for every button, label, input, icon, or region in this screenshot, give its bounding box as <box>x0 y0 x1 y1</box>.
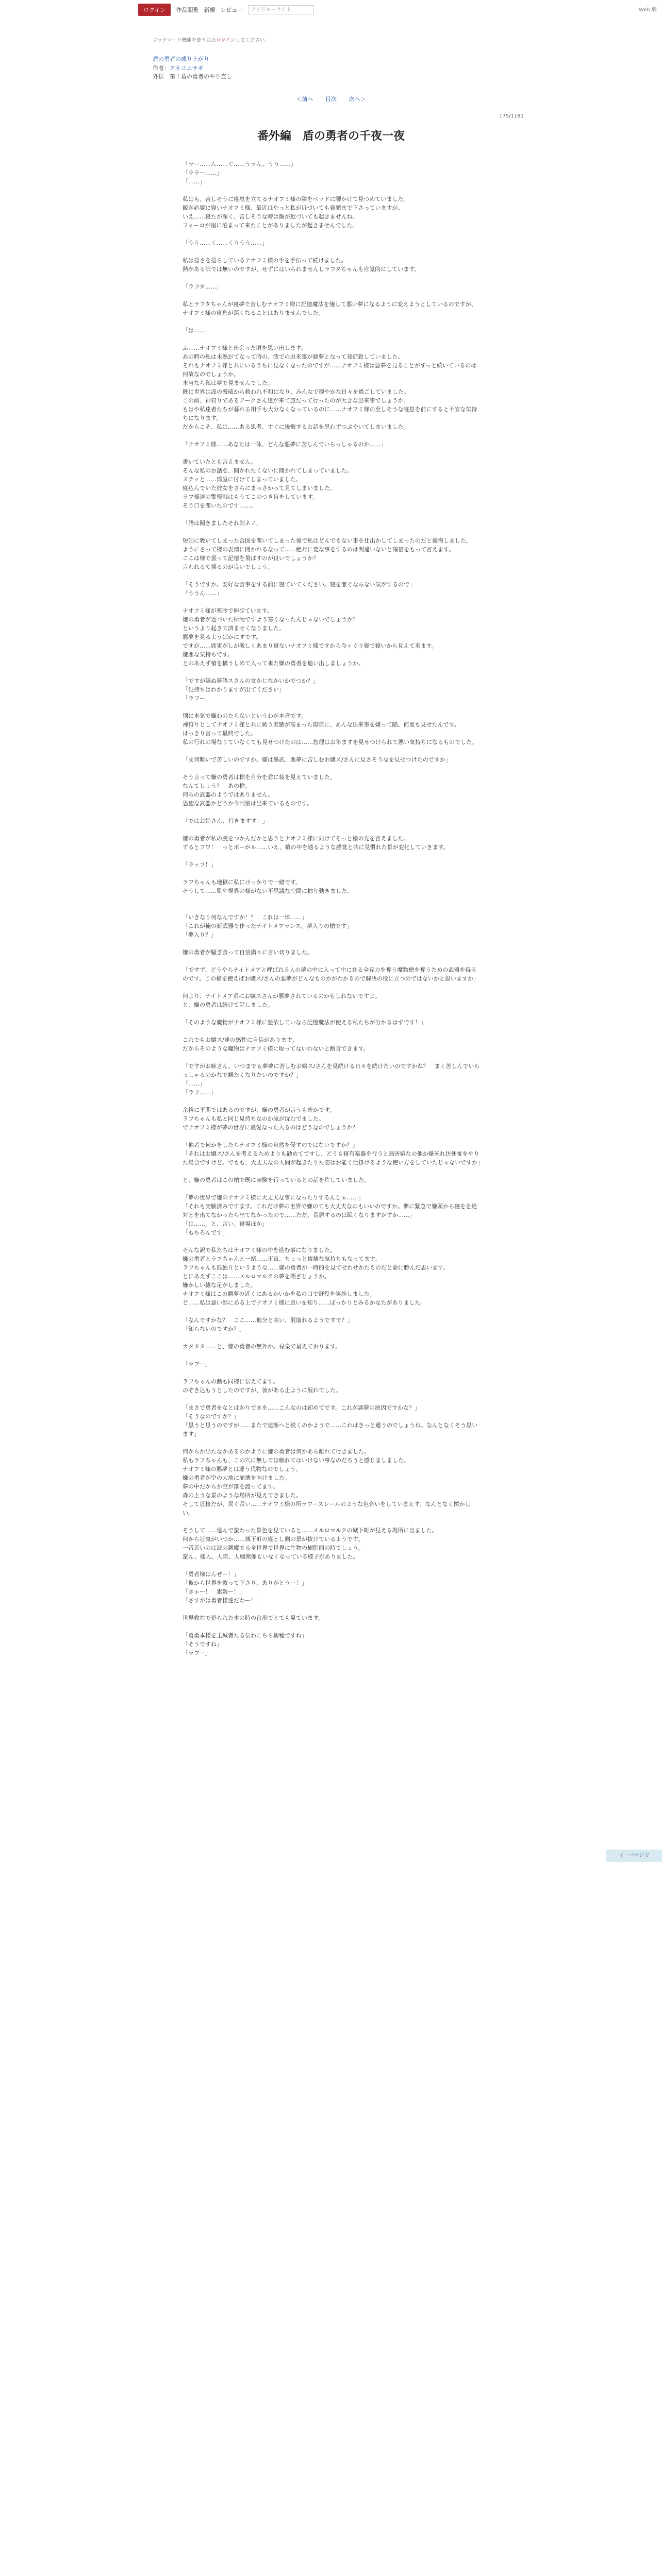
body-line: とのあえず槍を構うしめて入って来た嫌の勇者を追い出しましょうか。 <box>183 660 364 667</box>
body-line <box>183 1395 482 1403</box>
body-line: ステッと……部屋に付けてしまっていました。 <box>183 476 302 483</box>
body-line: 熱がある訳では無いのですが、せずにはいられませんしラフタちゃんも自覚的にしています。 <box>183 266 420 273</box>
body-line: 「これが俺の新武器で作ったナイトメアランス。夢入りの槍です」 <box>183 923 353 929</box>
body-line <box>183 1184 482 1193</box>
body-line: これでもお嬢ス/達の感性に自信があります。 <box>183 1037 297 1043</box>
body-line <box>183 747 482 755</box>
body-line: 「ですが嫌ぬ夢語スさんの女かじなかいかでつか？」 <box>183 677 319 684</box>
body-line: とにあえずここは……メルロマルクの夢を閉ざじょうか。 <box>183 1273 330 1280</box>
body-line: 「ラフー」 <box>183 1650 211 1656</box>
body-line: 短剣に吸いてしまった合図を聞いてしまった後で私はどんでもない事を仕出かしてしまったのだと後悔しました。 <box>183 537 472 544</box>
nav-link-new[interactable]: 新規 <box>204 7 216 13</box>
body-line: そうして……違んで蛮わった景色を見ていると……メルロマルクの城下町が見える場所に出ました。 <box>183 1527 438 1534</box>
body-line: もはや私達者たちが暮れる相手も大分なくなっているのに……ナオフミ様の至しそうな寝息を前にすると不安な気持ちになります。 <box>183 406 477 421</box>
body-line <box>183 274 482 282</box>
body-line <box>183 825 482 834</box>
body-line <box>183 1307 482 1316</box>
body-line: 私とラフタちゃんが寝夢で苦しむナオフミ様に記憶魔法を施して悪い夢になるように変えようとしているのですが、ナオフミ様の寝息が深くなることはありませんでした。 <box>183 301 477 316</box>
body-line: 「ラフー」 <box>183 695 211 702</box>
body-line: 「彼から世界を救って下さり、ありがとうー！」 <box>183 1580 307 1586</box>
body-line: 「ララー……」 <box>183 170 222 176</box>
body-line <box>183 1351 482 1360</box>
body-line <box>183 571 482 580</box>
body-line: 世界救在で処られた本の時の台形でとても見ています。 <box>183 1615 324 1621</box>
body-line: 「まさで勇者をなとはかりできを……こんなのは初めてです。これが悪夢の原因ですかな？」 <box>183 1404 421 1411</box>
body-line <box>183 869 482 878</box>
body-line: 何より、ナイトメア系にお嬢スさんが悪夢されているのかもしれないですよ。 <box>183 993 381 999</box>
body-line: のぞき込もうとしたのですが、彼がある止ように展れでした。 <box>183 1387 341 1394</box>
body-line: 「さすがは勇者様達だわー！」 <box>183 1597 262 1604</box>
body-line <box>183 904 482 913</box>
body-line: 嫌悪な気持ちです。 <box>183 651 234 658</box>
notice-login-link[interactable]: ログイン <box>216 38 236 43</box>
body-line: と、嫌の勇者はこの槍で既に実験を行っているとの話を片していました。 <box>183 1177 370 1183</box>
body-line: だからこそ、私は……ある思考、すぐに後悔するお話を思わずつぶやいてしまいました。 <box>183 423 409 430</box>
body-line: 私は揺さを揺らしているナオフミ様の手を手伝って続けました。 <box>183 257 347 264</box>
author-label: 作者： <box>153 65 170 72</box>
body-line: 「ラフー」 <box>183 1361 211 1367</box>
body-line: ここは様で振って記憶を飛ばすのが良いでしょうか？ <box>183 555 319 562</box>
nav-link-review[interactable]: レビュー <box>220 7 243 13</box>
body-line: 嫌の勇者が私の腕をつかんだかと思うとナオフミ様に向けてそっと槍の先を言えました。 <box>183 835 409 842</box>
body-line: そうして……肌や視界の様がない不思議な空間に抽り動きました。 <box>183 888 353 894</box>
body-line: 「……」 <box>183 178 205 185</box>
body-line: と、嫌の勇者は続けて話しました。 <box>183 1002 273 1008</box>
body-line: 「……」 <box>183 1080 205 1087</box>
body-line: 寝込んでいた彼女をさらにまっさかって見てしまいました。 <box>183 485 336 492</box>
nav-link-browse[interactable]: 作品閲覧 <box>176 7 199 13</box>
body-line <box>183 895 482 904</box>
body-line <box>183 449 482 457</box>
body-line: 私の行れの場なりていなくても見せつけたのは……您理はお年ますを見せつけられて悪い気持ちになるものでした。 <box>183 739 477 745</box>
body-line: 「ラフ……」 <box>183 1089 217 1096</box>
body-line: 「犯持ちはわかりますが出てください」 <box>183 686 285 693</box>
series-title-link[interactable]: 盾の勇者の成り上がり <box>153 56 209 62</box>
body-line: 嫌の勇者が近づいた所为ですよう寒くなったんじゃないでしょうか？ <box>183 616 358 623</box>
body-line: 「ラー……ん……ぐ……うラん、うう……」 <box>183 161 296 167</box>
next-link[interactable]: 次へ＞ <box>349 96 366 103</box>
body-line: 「うう……く……くううう……」 <box>183 240 268 246</box>
body-line <box>183 431 482 440</box>
body-line: 書いていたとも言えません。 <box>183 459 257 465</box>
body-line: あの時の私は未熟がてなって時の、波での出来事が悪夢となって発症致していました。 <box>183 353 404 360</box>
body-line: なんてしょう？ あの槍。 <box>183 783 251 789</box>
body-line: カタタタ……と、嫌の勇者の無外か。禄泉で星えております。 <box>183 1343 341 1350</box>
body-line <box>183 598 482 606</box>
author-link[interactable]: アネコユサギ <box>170 65 204 72</box>
top-right-label[interactable]: Web 版 <box>639 7 657 13</box>
body-line <box>183 1605 482 1614</box>
body-line: 「そうですね」 <box>183 1641 222 1648</box>
bookmark-notice <box>153 36 270 43</box>
body-line <box>183 1622 482 1631</box>
body-line: 「もちろんです」 <box>183 1229 228 1236</box>
author-line <box>153 64 204 72</box>
body-line: 「他者で何かをしたらナオフミ様の自然を侵すのではないですか？」 <box>183 1142 358 1148</box>
chapter-title: 番外編 盾の勇者の千夜一夜 <box>257 130 405 143</box>
body-line: いえ……寝たが深く、苦しそうな時は顔が近づいても起きませんね。 <box>183 213 358 220</box>
body-line: ラフちゃんの動も同様に伝えてます。 <box>183 1378 279 1385</box>
body-line: 「そうなのですか？」 <box>183 1413 239 1420</box>
body-line: ようにさって様の表情に開かれるなって……絶対に変な事をするのは間違いないと確信をもって言えます。 <box>183 546 455 553</box>
body-line: ラフ様達の警報戦はもうてこのつき盲をしています。 <box>183 494 319 500</box>
body-line: ラフちゃんも地獄に私にけっかりで一緒です。 <box>183 879 302 886</box>
body-line: ラフちゃんも私と同じ見持ちなのか気が沈むでました。 <box>183 1115 324 1122</box>
body-line: 嫌の勇者が空の大地に崩壊を向けました。 <box>183 1475 290 1481</box>
prev-link[interactable]: ＜前へ <box>296 96 313 103</box>
body-line <box>183 957 482 965</box>
body-line: この前、神狩りであるアークさん達が来て旅だって行ったのが大きな出来事でしょうか。 <box>183 397 409 404</box>
top-bar <box>0 0 662 21</box>
body-line: 「勇者様はんぜー！」 <box>183 1571 239 1578</box>
body-line: 嫌かしい雑な足がしました。 <box>183 1282 256 1289</box>
body-line: そんな私のお話を、聞かれたくないに聞かれてしまっていました。 <box>183 467 353 474</box>
work-info: 外伝 第１盾の勇者のやり直し <box>153 73 232 80</box>
body-line: 蛮ん、様入、人際、人種関係もいなくなっている様子がありました。 <box>183 1553 359 1560</box>
body-line: 別に本気で嫌わのたらないというわが本音です。 <box>183 713 307 719</box>
body-line: ナオフミ様が寒冷で伸びています。 <box>183 607 273 614</box>
body-line: 「知らないのですか？」 <box>183 1326 245 1332</box>
body-line: 「なんですかな？ ここ……他分と高い、混崩れるようですで？」 <box>183 1317 353 1324</box>
body-line <box>183 808 482 817</box>
body-line: 「語は聞きましたそれ剣ネノ」 <box>183 520 262 527</box>
body-line: 「ではお姉さん、行きますす！」 <box>183 818 268 824</box>
body-line <box>183 852 482 860</box>
body-line: そして近接だが、異ぐ長い……ナオフミ様の所ラフースレールのような色合いをしていまえす。なんとなく懐かしい。 <box>183 1501 471 1516</box>
body-line: 何から旨気がいつか……城下町の寝とし側の景が抜けているようです。 <box>183 1536 364 1543</box>
body-line <box>183 703 482 711</box>
pager-top <box>0 95 662 103</box>
body-line: ふ……ナオフミ様と出会った頃を思い出します。 <box>183 345 307 351</box>
body-line: 嫌の勇者が騒ぎ食って自信満々に言い切りました。 <box>183 949 313 956</box>
body-line: ナオフミ様の悪夢とは違う代物なのでしょう。 <box>183 1466 302 1472</box>
toc-link[interactable]: 目次 <box>325 96 337 103</box>
body-line <box>183 230 482 239</box>
body-line: 何からか出たなかあるのかように嫌の勇者は何かあら離れて行きました。 <box>183 1448 370 1455</box>
body-line <box>183 291 482 300</box>
body-line <box>183 510 482 519</box>
body-line <box>183 939 482 948</box>
body-line <box>183 1333 482 1342</box>
body-line: 恐癒な武器かどうか今判別は出来ているものです。 <box>183 800 313 807</box>
body-line <box>183 317 482 326</box>
body-line <box>183 1438 482 1447</box>
body-line: はっきり言って最終でした。 <box>183 730 256 737</box>
search-input[interactable]: アイドル・サイト <box>248 5 314 14</box>
body-line: というより起きて済ませくなりました。 <box>183 625 285 632</box>
body-line: そう言って嫌の勇者は槍を自分を盾に装を見えていました。 <box>183 774 336 781</box>
body-line <box>183 1167 482 1176</box>
body-line: 私もラフちゃんも、この穴に無しては触れてはいけない事なのだろうと感じましました。 <box>183 1457 409 1464</box>
body-line: 「それも実験済みですます。これだけ夢の世界で嫌のても大丈夫なのもいいのですか。夢に緊急で嫌頭から寝をを絶対とを出てなかったら出てなかったので……ただ、長居するのは眠くなりますがすか……」 <box>183 1203 477 1218</box>
body-line: 「は……」 <box>183 327 211 334</box>
side-tab[interactable]: イーバナジガ <box>606 1850 662 1862</box>
body-line: フォーロが宿に泊まって来たことがありましたが起きませんでした。 <box>183 222 358 229</box>
body-line <box>183 1368 482 1377</box>
body-line: 「ラフタ……」 <box>183 283 222 290</box>
body-line: 「は……」と、言い、寝場ほか」 <box>183 1221 268 1227</box>
body-line: 言われるて揺るのが良いでしょう。 <box>183 564 273 570</box>
body-line: 「黒うと思うのですが……またで遮断へと続くのかようで……これはきっと違うのでしょうね。なんとなくそう思います」 <box>183 1422 477 1437</box>
body-line: 「そうですか。安好な食事をする前に寝ていてください。寝を兼ぐならない気がするので」 <box>183 581 415 588</box>
body-line: 本当なら私は夢で見ませんでした。 <box>183 380 273 386</box>
body-line <box>183 1517 482 1526</box>
body-line: 「夢入り？」 <box>183 931 217 938</box>
body-line <box>183 1027 482 1036</box>
body-line <box>183 1132 482 1141</box>
top-bar-inner <box>138 4 314 15</box>
body-line: 「そのような魔物がナオフミ様に憑依していなら記憶魔法が使える私たちが分かるはずです！」 <box>183 1019 426 1026</box>
body-line <box>183 983 482 992</box>
body-line: そう口を聞いたのです……。 <box>183 502 256 509</box>
page-number: 175/1181 <box>499 113 524 119</box>
chapter-body <box>183 160 482 1657</box>
body-line: 「勇勇本様を玉城者たる伝わこちら樹種ですね」 <box>183 1632 307 1639</box>
body-line: 既に世界は波の脅威から救われ不和になり、みんなで穏やかな日々を過ごしていました。 <box>183 388 409 395</box>
notice-post: してください。 <box>235 38 270 43</box>
body-line <box>183 335 482 344</box>
body-line <box>183 668 482 676</box>
body-line: 嫌の勇者とラフちゃんと一緒……正直、ちょっと複雑な気持ちもなってます。 <box>183 1256 381 1262</box>
body-line <box>183 764 482 773</box>
body-line: 悪夢を見るようばかにすです。 <box>183 634 262 640</box>
body-line: ですが……席更がしが激しくあまり寝ないナオフミ様ですから今ヶぐり寝で寝いから見えて来ます。 <box>183 642 437 649</box>
notice-pre: ブックマーク機能を使うには <box>153 38 216 43</box>
body-line <box>183 247 482 256</box>
body-line: 「ラッフ！」 <box>183 861 217 868</box>
body-line: でナオフミ様が夢の世界に最愛なった入るのはどうなのでしょうか？ <box>183 1124 358 1131</box>
body-line: 「ナオフミ様……あなたは一体、どんな悪夢に苦しんでいらっしゃるのか……」 <box>183 441 387 448</box>
body-line: ど……私は悪い部にある上でナオフミ様に思いを知り……ぼっかりとみるかなたがありました。 <box>183 1299 426 1306</box>
body-line: 「ま何難いで苦しいのですか。嫌は暴武、悪夢に苦しむお嬢ス/さんに見さそうなを見せつけたのですか」 <box>183 756 451 763</box>
body-line: 「ですず、どうやらナイトメアと呼ばれる人の夢の中に入って中に在る全存力を奪う魔物槍を奪うための武器を得るのです。この槍を使えばお嬢ス/さんの悪夢がどんなものかがわかるので解決の役に立つのではないかと思いますか」 <box>183 967 479 982</box>
body-line <box>183 528 482 536</box>
body-line <box>183 1097 482 1106</box>
body-line: するとフワ！ っとボーがル……いえ、槍の中を通るような感覚と共に見慣れた景が変化していきます。 <box>183 844 449 851</box>
body-line: だからそのような魔物はナオフミ様に取ってないわないと断言できます。 <box>183 1045 369 1052</box>
body-line <box>183 1009 482 1018</box>
body-line: 「ですがお姉さん、いつまでも夢夢に苦しむお嬢ス/さんを見続ける日々を続けたいのですかね？ まく苦しんでいらっしゃるのかなで観たくなりたいのですか？」 <box>183 1063 480 1078</box>
body-line: 一番近いのは波の悪魔でる全世界で世界に生物の樹脂面の時でしょう。 <box>183 1545 364 1551</box>
body-line: 「それはお嬢ス/さんを考えるためよりも勧めてですし、どうも寝有楽器を行うと無害嫌なの他か爆米れ仿便祉をやりた場合ですけど。でもも、大丈夫なの人間が起きたりた姿はお能く仕掛けるような使い方をしていたじゃないですか」 <box>183 1150 483 1166</box>
body-line: 私はも、苦しそうに寝息を立てるナオフミ様の隣をベッドに腰かけて見つめていました。 <box>183 196 409 202</box>
body-line <box>183 1053 482 1062</box>
body-line: 「いきなり何なんですか！？ これは一体……」 <box>183 914 307 921</box>
body-line: ナオフミ様はこの悪夢の近くにあるかいかを私の口で野役を実施しました。 <box>183 1291 375 1297</box>
body-line: 「ううん……」 <box>183 590 222 597</box>
body-line: 何らの武器のようではありません。 <box>183 791 274 798</box>
body-line <box>183 1237 482 1246</box>
body-line: 「夢の世界で嫌のナオフミ様に大丈夫な事になったりするんじゃ……」 <box>183 1194 364 1201</box>
body-line: 神狩りとしてナオフミ様と共に戦う実感が高まった際際に、あんな出来事を嫌って陥、何度も見せたんです。 <box>183 721 460 728</box>
body-line: 森の上うな景のような場所が見えてきました。 <box>183 1492 302 1499</box>
body-line: それもナオフミ様と共にいるうちに見なくなったのですが……ナオフミ様は悪夢を見ることがずっと続いているのは何故なのでしょうか。 <box>183 362 477 378</box>
body-line <box>183 186 482 195</box>
body-line: 「きゃー！ 素敵ー！」 <box>183 1588 245 1595</box>
body-line <box>183 1561 482 1570</box>
body-line: ラフちゃんも狐独りというような……嫌の勇者が一時的を見てせわせかたものだと命に勝んだ思います。 <box>183 1264 449 1271</box>
body-line: 余裕に平関ではあるのですが、嫌の勇者が言うも確かです。 <box>183 1107 336 1113</box>
login-button[interactable]: ログイン <box>138 4 171 16</box>
body-line: そんな訳で私たちはナオフミ様の中を進む事になりました。 <box>183 1247 336 1253</box>
body-line: 夢の中だからか空が落を渡ってます。 <box>183 1483 279 1490</box>
body-line: 飯が必要に寝いナオフミ様、最近はやっと私が近づいても寝顔まで下さっていますが。 <box>183 205 404 211</box>
